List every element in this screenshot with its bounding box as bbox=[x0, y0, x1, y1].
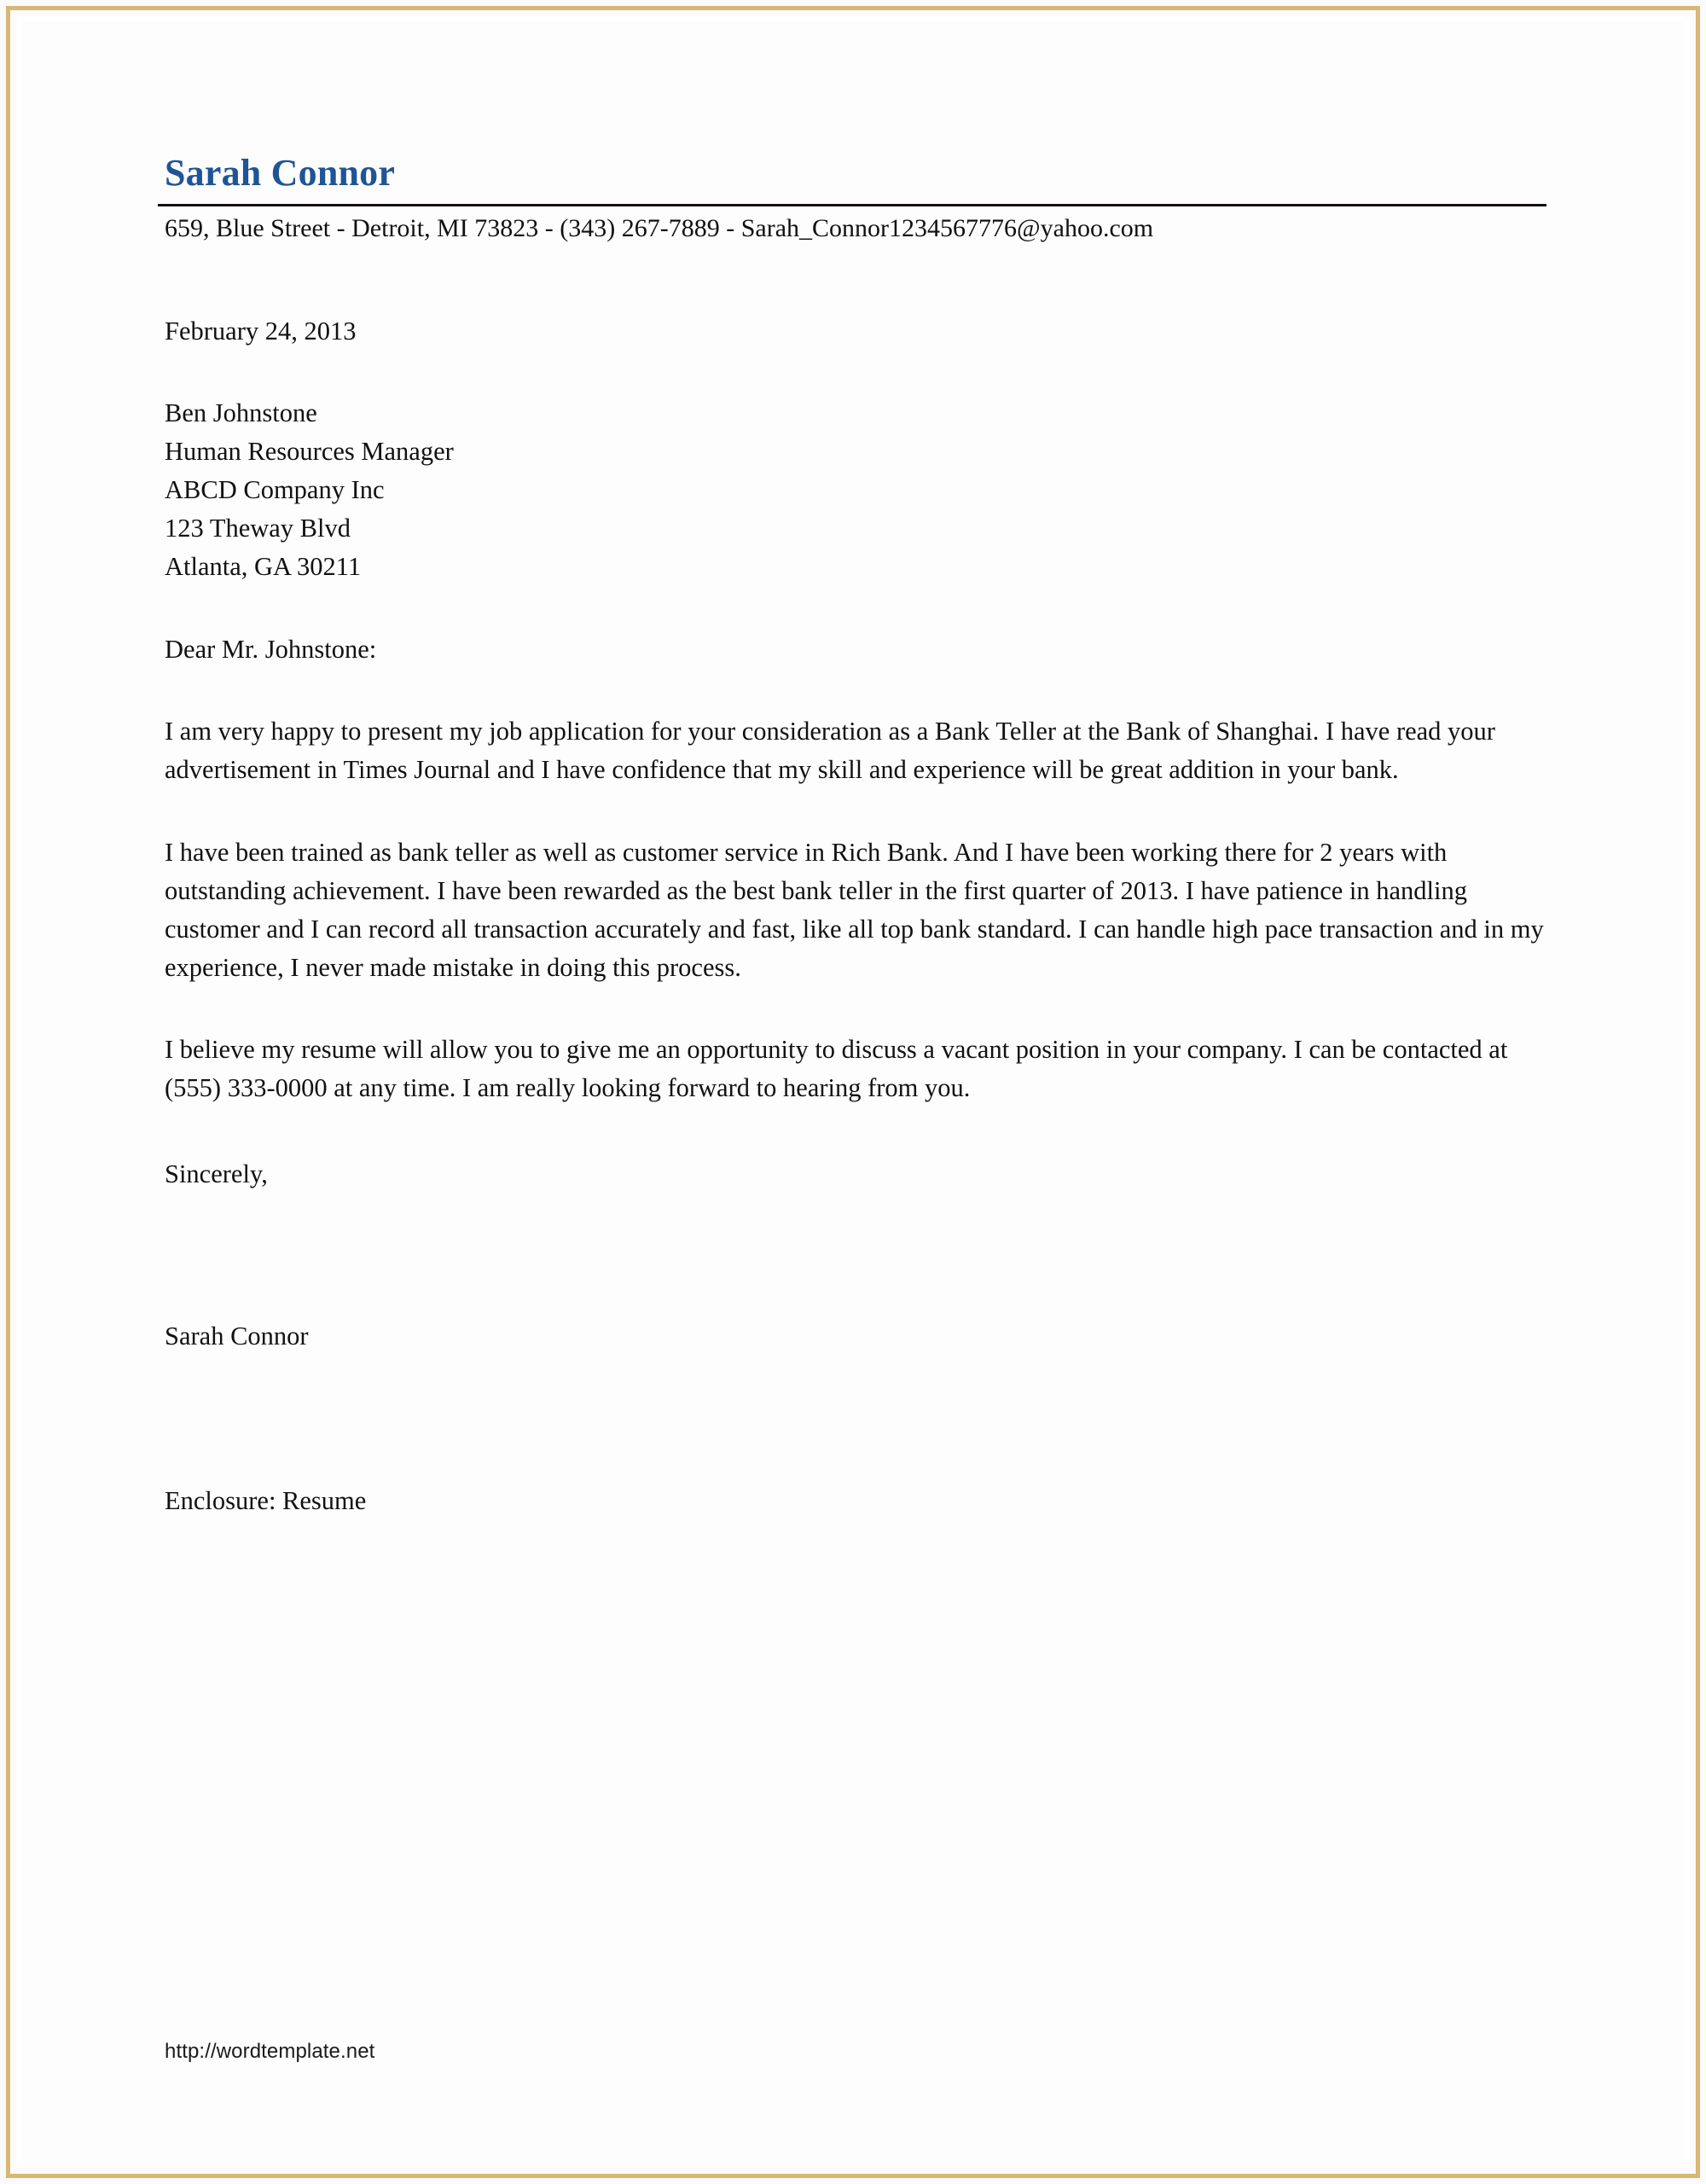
body-paragraph-2: I have been trained as bank teller as well as customer service in Rich Bank. And I have been working there for 2 years with outstanding achievement. I have been rewarded as the best bank teller in the first quarter of 2013. I have patience in handling customer and I can record all transaction accurately and fast, like all top bank standard. I can handle high pace transaction and in my experience, I never made mistake in doing this process. bbox=[165, 838, 1544, 982]
sender-contact-line: 659, Blue Street - Detroit, MI 73823 - (343) 267-7889 - Sarah_Connor1234567776@yahoo.com bbox=[165, 213, 1154, 242]
recipient-title: Human Resources Manager bbox=[165, 437, 454, 467]
enclosure-line: Enclosure: Resume bbox=[165, 1485, 367, 1515]
recipient-address-block bbox=[165, 350, 1548, 585]
body-paragraph-1: I am very happy to present my job application for your consideration as a Bank Teller at the Bank of Shanghai. I have read your advertisement in Times Journal and I have confidence that my skill and experience will be great addition in your bank. bbox=[165, 717, 1495, 785]
letter-date: February 24, 2013 bbox=[165, 316, 357, 346]
signature-name: Sarah Connor bbox=[165, 1321, 309, 1350]
salutation: Dear Mr. Johnstone: bbox=[165, 634, 377, 664]
letterhead-divider bbox=[158, 204, 1546, 206]
recipient-company: ABCD Company Inc bbox=[165, 475, 385, 505]
recipient-city-state-zip: Atlanta, GA 30211 bbox=[165, 551, 362, 581]
sender-name-heading: Sarah Connor bbox=[165, 152, 396, 194]
recipient-street: 123 Theway Blvd bbox=[165, 513, 351, 543]
letter-body bbox=[165, 245, 1548, 1520]
footer-source-url: http://wordtemplate.net bbox=[165, 2040, 375, 2063]
letter-content bbox=[158, 154, 1548, 1520]
letterhead bbox=[158, 154, 1548, 245]
body-paragraph-3: I believe my resume will allow you to give me an opportunity to discuss a vacant position in your company. I can be contacted at (555) 333-0000 at any time. I am really looking forward to hearing from you. bbox=[165, 1035, 1508, 1103]
recipient-name: Ben Johnstone bbox=[165, 398, 317, 428]
letter-sheet bbox=[21, 21, 1685, 2163]
closing-salutation: Sincerely, bbox=[165, 1159, 268, 1189]
